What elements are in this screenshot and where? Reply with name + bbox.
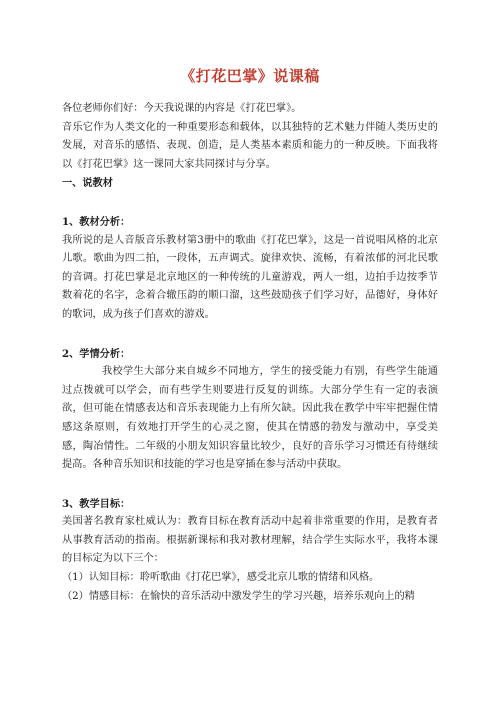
document-title: 《打花巴掌》说课稿 — [180, 67, 320, 85]
teaching-goals-text: 美国著名教育家杜威认为：教育目标在教育活动中起着非常重要的作用，是教育者从事教育活动的指南。根据新课标和我对教材理解，结合学生实际水平，我将本课的目标定为以下三个： — [62, 516, 438, 565]
goal-item: （1）认知目标：聆听歌曲《打花巴掌》，感受北京儿歌的情绪和风格。 — [62, 572, 380, 584]
section-heading-teaching-material: 一、说教材 — [62, 177, 113, 190]
subheading-material-analysis: 1、教材分析： — [62, 215, 131, 228]
subheading-student-analysis: 2、学情分析： — [62, 347, 131, 360]
intro-greeting: 各位老师你们好：今天我说课的内容是《打花巴掌》。 — [62, 103, 302, 114]
intro-paragraph: 音乐它作为人类文化的一种重要形态和载体，以其独特的艺术魅力伴随人类历史的发展，对音乐的感悟、表现、创造，是人类基本素质和能力的一种反映。下面我将以《打花巴掌》这一课同大家共同探讨与分享。 — [62, 121, 438, 170]
goal-item: （2）情感目标：在愉快的音乐活动中激发学生的学习兴趣，培养乐观向上的精 — [62, 590, 415, 602]
document-page — [62, 66, 438, 606]
student-analysis-text: 我校学生大部分来自城乡不同地方，学生的接受能力有别，有些学生能通过点拨就可以学会，而有些学生则要进行反复的训练。大部分学生有一定的表演欲，但可能在情感表达和音乐表现能力上有所欠缺。因此我在教学中牢牢把握住情感这条原则，有效地打开学生的心灵之窗，使其在情感的勃发与激动中，享受美感，陶冶情性。二年级的小朋友知识容量比较少，良好的音乐学习习惯还有待继续提高。各种音乐知识和技能的学习也是穿插在参与活动中获取。 — [62, 366, 438, 471]
material-analysis-text: 我所说的是人音版音乐教材第3册中的歌曲《打花巴掌》，这是一首说唱风格的北京儿歌。歌曲为四二拍，一段体，五声调式。旋律欢快、流畅，有着浓郁的河北民歌的音调。打花巴掌是北京地区的一种传统的儿童游戏，两人一组，边拍手边按季节数着花的名字，念着合辙压韵的顺口溜，这些鼓励孩子们学习好，品德好，身体好的歌词，成为孩子们喜欢的游戏。 — [62, 234, 438, 320]
subheading-teaching-goals: 3、教学目标： — [62, 497, 131, 510]
